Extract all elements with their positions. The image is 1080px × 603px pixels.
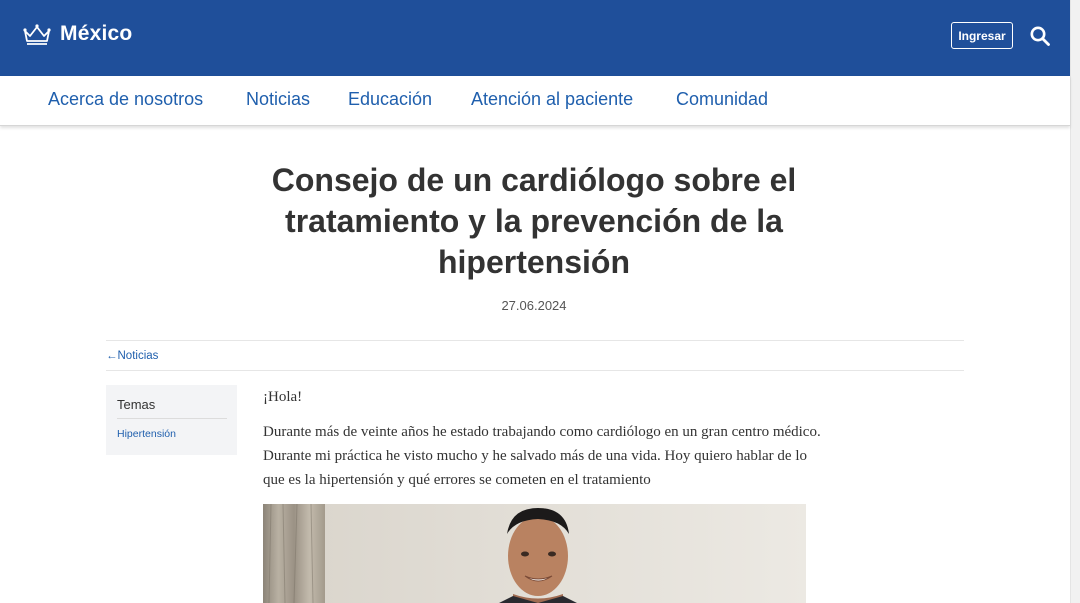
- topics-sidebar: [106, 385, 237, 455]
- header-bar: [0, 0, 1070, 76]
- search-icon[interactable]: [1029, 25, 1051, 47]
- main-nav: [0, 76, 1070, 126]
- divider: [106, 370, 964, 371]
- brand-name: México: [60, 22, 133, 45]
- nav-item-education[interactable]: Educación: [348, 89, 433, 109]
- nav-item-patient-care[interactable]: Atención al paciente: [471, 89, 634, 109]
- doctor-photo: [263, 504, 806, 603]
- back-to-news-link[interactable]: ←Noticias: [106, 350, 159, 362]
- site-logo[interactable]: [22, 22, 132, 46]
- nav-item-community[interactable]: Comunidad: [676, 89, 769, 109]
- nav-item-about[interactable]: Acerca de nosotros: [48, 89, 204, 109]
- nav-item-news[interactable]: Noticias: [246, 89, 311, 109]
- crown-icon: [22, 22, 52, 46]
- divider: [106, 340, 964, 341]
- topics-title: Temas: [117, 397, 156, 412]
- article-date: 27.06.2024: [501, 298, 567, 313]
- article-greeting: ¡Hola!: [263, 389, 303, 405]
- scrollbar[interactable]: [1070, 0, 1080, 603]
- login-button[interactable]: Ingresar: [951, 22, 1013, 49]
- article-intro: Durante más de veinte años he estado trabajando como cardiólogo en un gran centro médico. Durante mi práctica he visto mucho y he salvado más de una vida. Hoy quiero hablar de lo que es la hipertensión y qué errores se cometen en el tratamiento: [263, 424, 821, 488]
- topic-link-hypertension[interactable]: Hipertensión: [117, 428, 176, 440]
- divider: [117, 418, 227, 419]
- article-title: Consejo de un cardiólogo sobre el tratamiento y la prevención de la hipertensión: [271, 162, 797, 280]
